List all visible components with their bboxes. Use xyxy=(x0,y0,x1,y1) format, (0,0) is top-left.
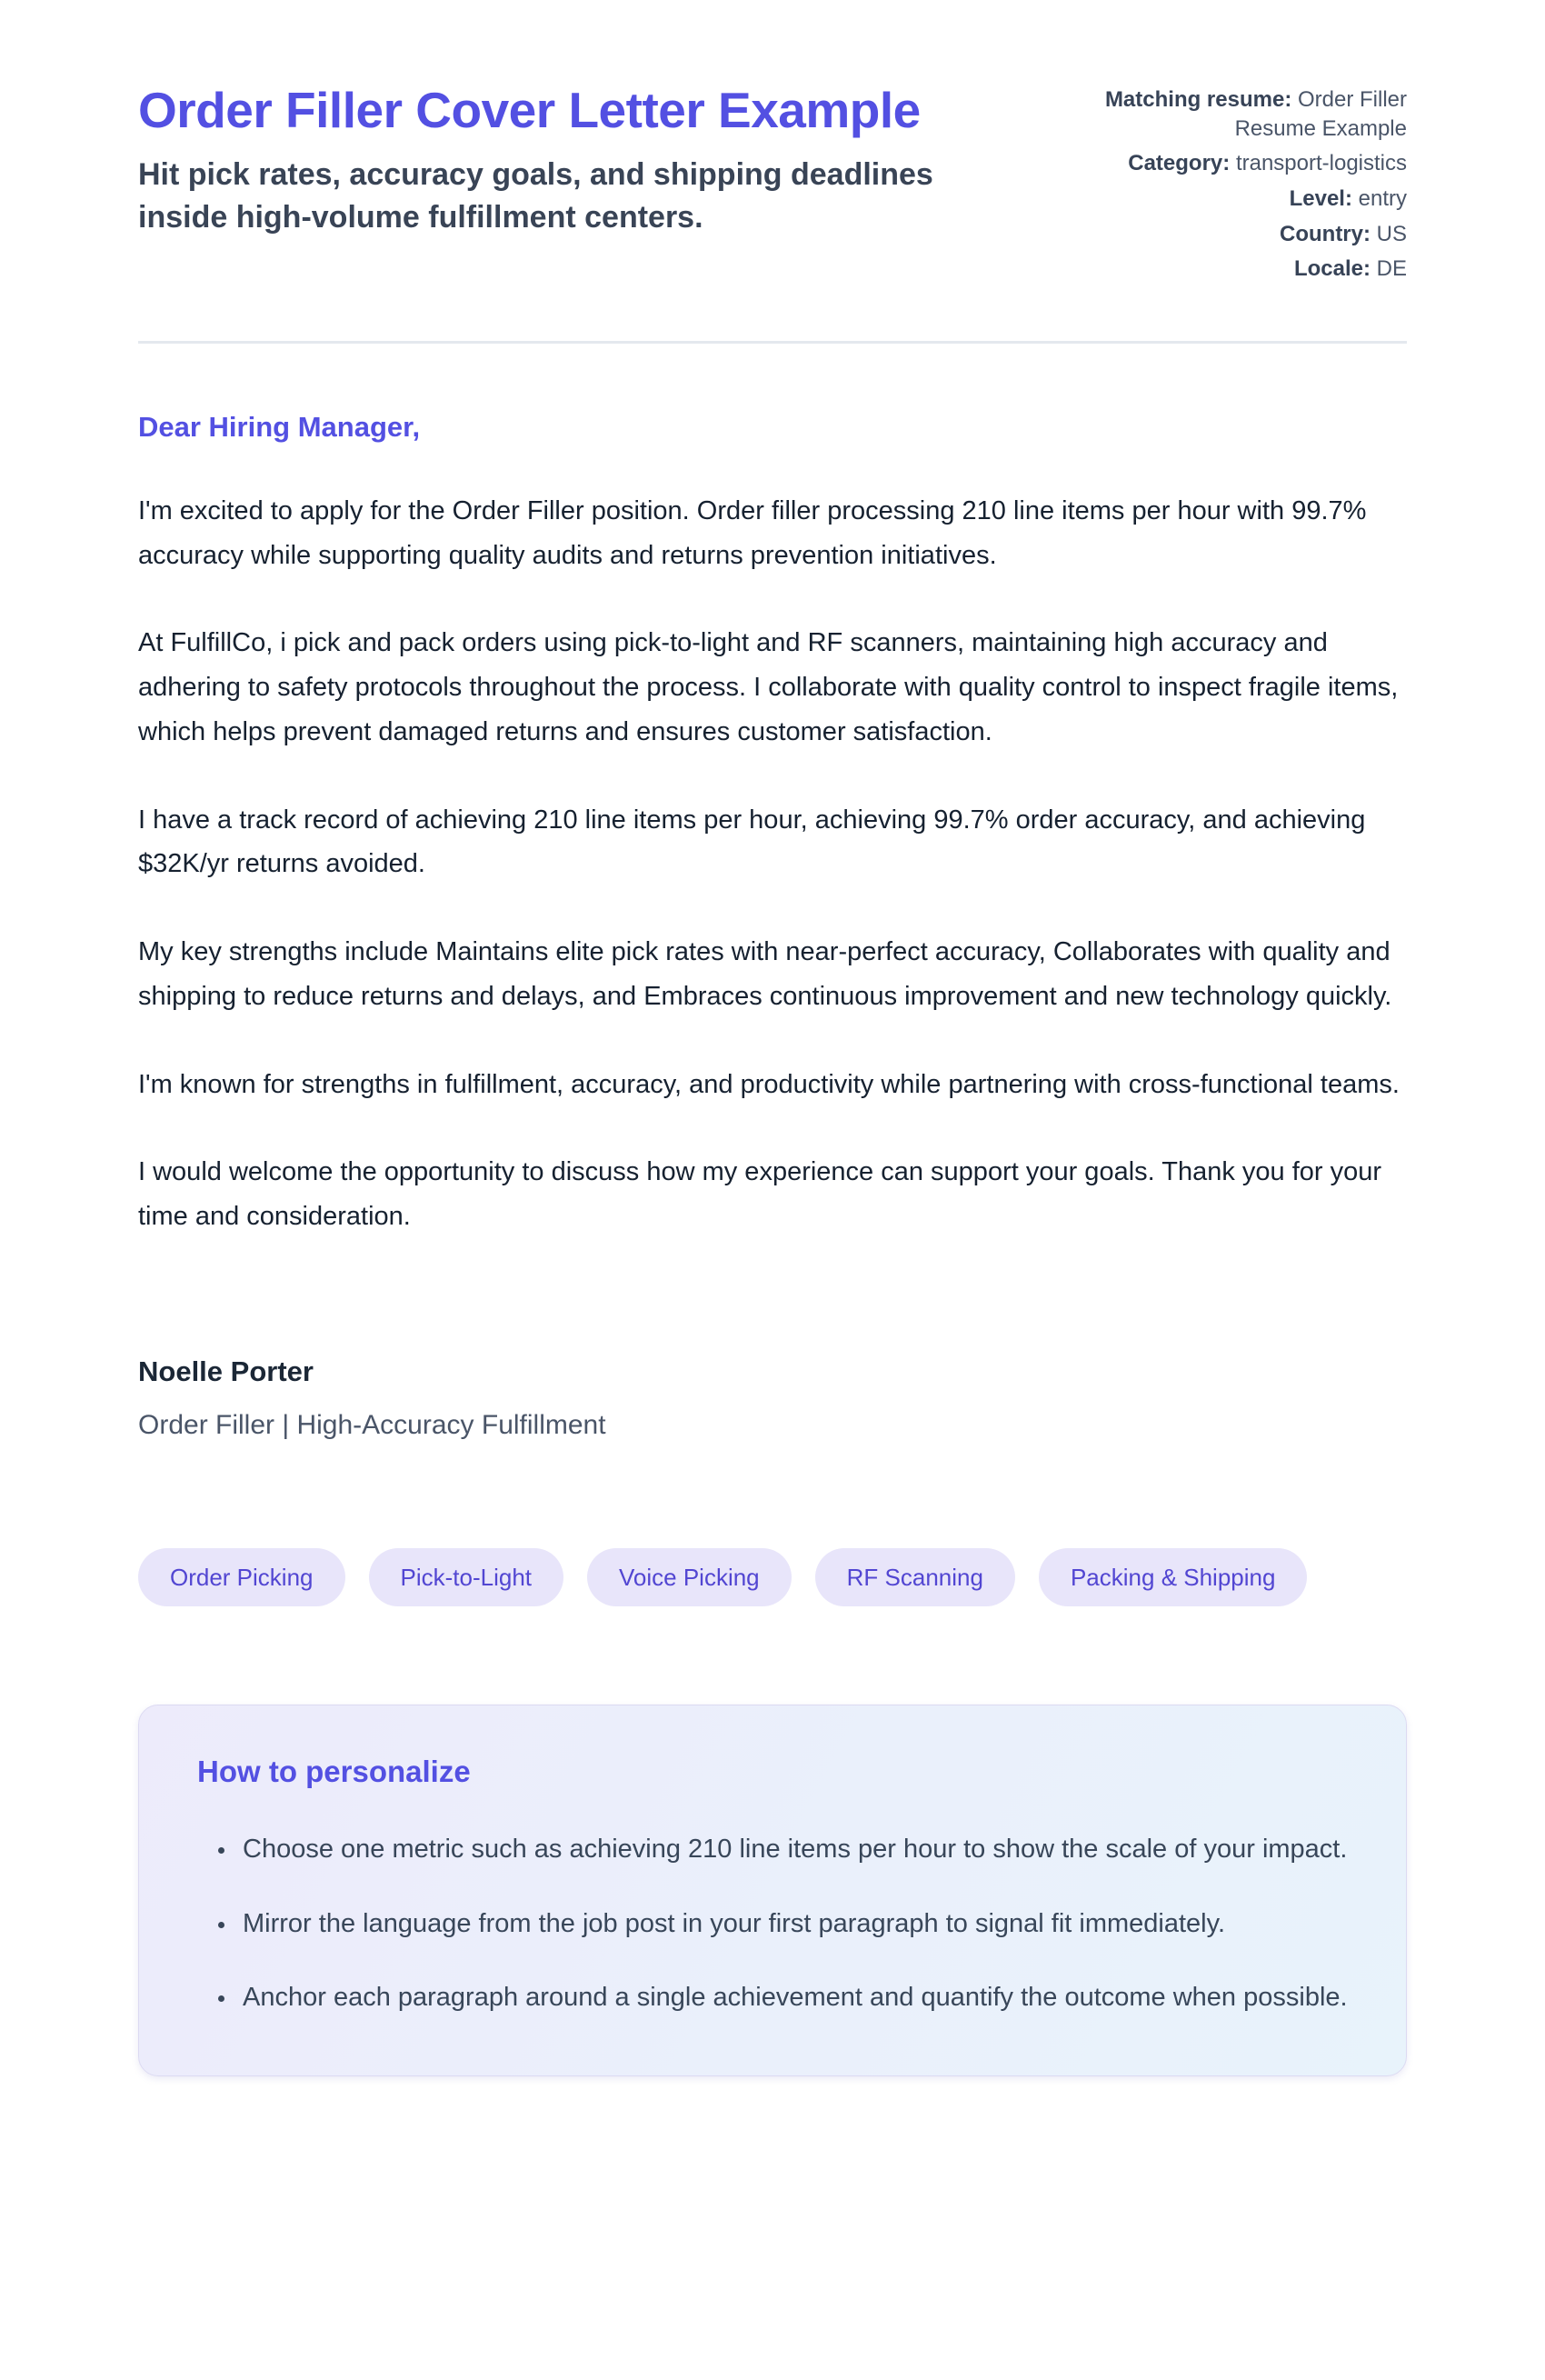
skill-tag-packing-shipping[interactable]: Packing & Shipping xyxy=(1039,1548,1307,1606)
meta-value: Order Filler Resume Example xyxy=(1234,87,1407,141)
tips-title: How to personalize xyxy=(197,1754,471,1788)
skill-tag-voice-picking[interactable]: Voice Picking xyxy=(587,1548,792,1606)
meta-country xyxy=(1089,220,1407,249)
meta-label: Level: xyxy=(1289,186,1352,212)
tips-list xyxy=(197,1827,1348,2022)
meta-label: Country: xyxy=(1280,221,1371,246)
meta-matching-resume xyxy=(1089,85,1407,143)
meta-label: Matching resume: xyxy=(1104,87,1292,112)
page-subtitle: Hit pick rates, accuracy goals, and shipping deadlines inside high-volume fulfillment centers. xyxy=(138,157,933,235)
tip-item-3: • Anchor each paragraph around a single achievement and quantify the outcome when possible. xyxy=(237,1975,1348,2021)
meta-value: DE xyxy=(1376,256,1407,282)
meta-value: transport-logistics xyxy=(1235,151,1407,176)
signature-name: Noelle Porter xyxy=(138,1355,314,1387)
letter-greeting: Dear Hiring Manager, xyxy=(138,411,421,444)
personalize-tips-box xyxy=(138,1705,1407,2077)
letter-paragraph-4: My key strengths include Maintains elite pick rates with near-perfect accuracy, Collaborates with quality and shipping to reduce returns and delays, and Embraces continuous improvement and new technology quickly. xyxy=(138,937,1392,1011)
letter-paragraph-5: I'm known for strengths in fulfillment, accuracy, and productivity while partnering with cross-functional teams. xyxy=(138,1069,1400,1099)
letter-paragraph-6: I would welcome the opportunity to discuss how my experience can support your goals. Thank you for your time and consideration. xyxy=(138,1157,1382,1231)
header-divider xyxy=(138,341,1407,344)
meta-value: US xyxy=(1376,221,1407,246)
page-title: Order Filler Cover Letter Example xyxy=(138,82,921,138)
letter-paragraph-3: I have a track record of achieving 210 line items per hour, achieving 99.7% order accuracy, and achieving $32K/yr returns avoided. xyxy=(138,805,1366,879)
skill-tag-rf-scanning[interactable]: RF Scanning xyxy=(815,1548,1015,1606)
page-header xyxy=(138,80,1407,290)
resume-meta-panel xyxy=(1089,80,1407,290)
header-title-block xyxy=(138,80,1052,239)
letter-paragraph-2: At FulfillCo, i pick and pack orders using pick-to-light and RF scanners, maintaining high accuracy and adhering to safety protocols throughout the process. I collaborate with quality control to inspect fragile items, which helps prevent damaged returns and ensures customer satisfaction. xyxy=(138,628,1399,746)
cover-letter-page xyxy=(138,0,1407,2076)
skill-tag-list xyxy=(138,1548,1407,1606)
skill-tag-pick-to-light[interactable]: Pick-to-Light xyxy=(369,1548,564,1606)
letter-paragraph-1: I'm excited to apply for the Order Filler position. Order filler processing 210 line items per hour with 99.7% accuracy while supporting quality audits and returns prevention initiatives. xyxy=(138,496,1367,570)
signature-role: Order Filler | High-Accuracy Fulfillment xyxy=(138,1409,606,1440)
meta-locale xyxy=(1089,255,1407,284)
skill-tag-order-picking[interactable]: Order Picking xyxy=(138,1548,345,1606)
meta-value: entry xyxy=(1358,186,1407,212)
meta-category xyxy=(1089,149,1407,178)
meta-label: Locale: xyxy=(1293,256,1371,282)
letter-body xyxy=(138,411,1407,2076)
tip-item-1: • Choose one metric such as achieving 210 line items per hour to show the scale of your impact. xyxy=(237,1827,1348,1873)
meta-level xyxy=(1089,185,1407,214)
tip-item-2: • Mirror the language from the job post in your first paragraph to signal fit immediately. xyxy=(237,1902,1348,1947)
meta-label: Category: xyxy=(1128,151,1231,176)
